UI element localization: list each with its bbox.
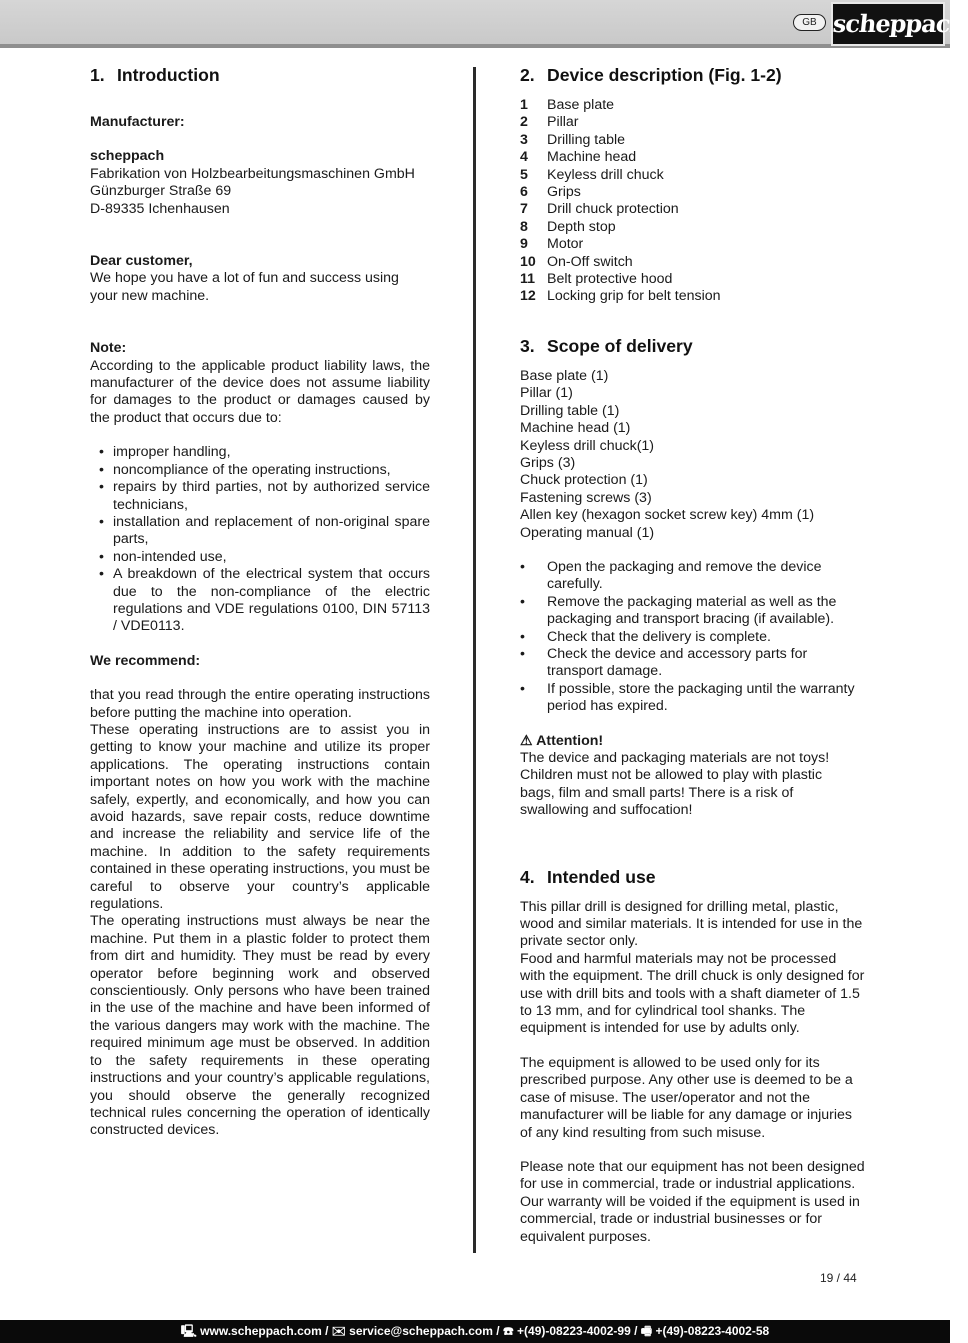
left-column [90, 64, 430, 1140]
list-item [520, 97, 865, 114]
item-number: 2 [520, 114, 528, 131]
list-item: Pillar (1) [520, 385, 573, 402]
item-label: Keyless drill chuck [547, 166, 664, 183]
fax-number: +(49)-08223-4002-58 [655, 1324, 770, 1338]
item-number: 9 [520, 236, 528, 253]
item-number: 10 [520, 253, 536, 270]
manufacturer-address [90, 148, 430, 218]
right-column [520, 64, 865, 1246]
section-title-text: Intended use [547, 866, 656, 887]
attention-label: Attention! [536, 732, 604, 749]
section-title-introduction [90, 64, 430, 86]
list-item [520, 114, 865, 131]
email-link[interactable]: service@scheppach.com [349, 1324, 493, 1338]
list-item: Keyless drill chuck(1) [520, 437, 655, 454]
phone-number: +(49)-08223-4002-99 [517, 1324, 631, 1338]
item-number: 3 [520, 131, 528, 148]
section-title-device-description [520, 64, 865, 86]
list-item: Allen key (hexagon socket screw key) 4mm (1) [520, 507, 815, 524]
section-title-text: Introduction [117, 65, 220, 85]
section-title-intended-use [520, 866, 865, 888]
item-label: Grips [547, 184, 581, 201]
list-item: • Open the packaging and remove the device carefully. [520, 559, 860, 594]
fax-icon: 🖷 [640, 1324, 653, 1338]
section-title-text: Scope of delivery [547, 335, 693, 356]
section-number: 4. [520, 866, 535, 887]
item-label: Belt protective hood [547, 271, 673, 288]
list-item: Fastening screws (3) [520, 489, 652, 506]
list-item: • installation and replacement of non-original spare parts, [90, 514, 430, 549]
section-title-text: Device description (Fig. 1-2) [547, 65, 782, 85]
list-item [520, 271, 865, 288]
footer-bar [0, 1320, 950, 1343]
intended-paragraph: This pillar drill is designed for drilling metal, plastic, wood and similar materials. It is intended for use in the private sector only. [520, 898, 863, 950]
computer-icon: 🖳 [180, 1324, 197, 1338]
list-item [520, 167, 865, 184]
intended-paragraph: Please note that our equipment has not been designed for use in commercial, trade or industrial applications. Our warranty will be voided if the equipment is used in commercial, trade or industrial businesses or for equivalent purposes. [520, 1158, 865, 1245]
list-item [520, 201, 865, 218]
header-bar [0, 0, 968, 48]
item-number: 12 [520, 288, 536, 305]
item-label: Motor [547, 236, 584, 253]
manufacturer-label: Manufacturer: [90, 114, 185, 130]
list-item [520, 288, 865, 305]
company-line: Günzburger Straße 69 [90, 183, 232, 200]
list-item: • If possible, store the packaging until the warranty period has expired. [520, 681, 860, 716]
intended-paragraph: Food and harmful materials may not be processed with the equipment. The drill chuck is only designed for use with drill bits and tools with a shaft diameter of 1.5 to 13 mm, and for cylindrical tool shanks. The equipment is intended for use by adults only. [520, 950, 865, 1037]
attention-text: The device and packaging materials are not toys! Children must not be allowed to play with plastic bags, film and small parts! There is a risk of swallowing and suffocation! [520, 750, 830, 819]
item-number: 1 [520, 97, 528, 113]
scope-list [520, 368, 865, 542]
list-item [520, 132, 865, 149]
item-label: Drill chuck protection [547, 201, 679, 218]
separator: / [321, 1324, 332, 1338]
unpacking-list [520, 559, 860, 716]
item-number: 4 [520, 149, 528, 166]
list-item: • Remove the packaging material as well as the packaging and transport bracing (if available). [520, 594, 860, 629]
attention-heading [520, 733, 865, 750]
device-parts-list [520, 97, 865, 306]
phone-icon: ☎ [502, 1324, 514, 1338]
list-item: Base plate (1) [520, 367, 609, 384]
item-label: Pillar [547, 114, 579, 131]
list-item: • repairs by third parties, not by authorized service technicians, [90, 479, 430, 514]
item-label: On-Off switch [547, 253, 633, 270]
section-number: 2. [520, 65, 535, 85]
item-number: 7 [520, 201, 528, 218]
footer-contact-line [0, 1323, 950, 1340]
item-label: Base plate [547, 97, 615, 113]
separator: / [492, 1324, 503, 1338]
section-number: 1. [90, 65, 105, 85]
language-badge: GB [793, 14, 826, 31]
section-number: 3. [520, 335, 535, 356]
item-number: 11 [520, 271, 535, 288]
scheppach-logo [831, 2, 968, 46]
item-number: 8 [520, 218, 528, 235]
list-item [520, 184, 865, 201]
company-name: scheppach [90, 148, 165, 165]
item-label: Locking grip for belt tension [547, 288, 721, 305]
warning-icon: ⚠ [520, 732, 533, 749]
mail-icon: ✉ [331, 1324, 346, 1338]
section-title-scope-of-delivery [520, 335, 865, 357]
note-text: According to the applicable product liability laws, the manufacturer of the device does not assume liability for damages to the product or damages caused by the product that occurs due to: [90, 357, 430, 426]
item-label: Machine head [547, 149, 637, 166]
list-item [520, 254, 865, 271]
company-line: Fabrikation von Holzbearbeitungsmaschinen GmbH [90, 165, 415, 182]
recommend-paragraph: The operating instructions must always be near the machine. Put them in a plastic folder to protect them from dirt and humidity. They must be read by every operator before beginning work and observed conscientiously. Only persons who have been trained in the use of the machine and have been informed of the various dangers may work with the machine. The required minimum age must be observed. In addition to the safety requirements in these operating instructions and your country’s applicable regulations, you should observe the generally recognized technical rules concerning the operation of identically constructed devices. [90, 913, 430, 1139]
list-item [520, 149, 865, 166]
recommend-paragraph: These operating instructions are to assist you in getting to know your machine and utilize its proper applications. The operating instructions contain important notes on how you work with the machine safely, expertly, and economically, and how you can avoid hazards, save repair costs, reduce downtime and increase the reliability and service life of the machine. In addition to the safety requirements contained in these operating instructions, you must be careful to observe your country’s applicable regulations. [90, 721, 430, 913]
note-list [90, 444, 430, 635]
dear-customer-text: We hope you have a lot of fun and success using your new machine. [90, 270, 399, 304]
list-item [520, 219, 865, 236]
list-item: Operating manual (1) [520, 524, 655, 541]
item-number: 5 [520, 166, 528, 183]
list-item: • noncompliance of the operating instructions, [90, 462, 430, 479]
list-item: • non-intended use, [90, 549, 430, 566]
logo-text: scheppach [831, 9, 968, 38]
company-line: D-89335 Ichenhausen [90, 200, 230, 217]
recommend-paragraph: that you read through the entire operating instructions before putting the machine into operation. [90, 687, 430, 721]
list-item: Drilling table (1) [520, 402, 620, 419]
item-label: Drilling table [547, 131, 626, 148]
list-item: • improper handling, [90, 444, 430, 461]
intended-paragraph: The equipment is allowed to be used only for its prescribed purpose. Any other use is deemed to be a case of misuse. The user/operator and not the manufacturer will be liable for any damage or injuries of any kind resulting from such misuse. [520, 1054, 853, 1141]
column-divider [473, 67, 476, 1253]
recommend-heading: We recommend: [90, 652, 201, 669]
list-item: Machine head (1) [520, 420, 631, 437]
item-label: Depth stop [547, 218, 616, 235]
dear-customer-heading: Dear customer, [90, 253, 193, 270]
note-heading: Note: [90, 340, 127, 357]
list-item: • A breakdown of the electrical system that occurs due to the non-compliance of the electric regulations and VDE regulations 0100, DIN 57113 / VDE0113. [90, 566, 430, 636]
separator: / [630, 1324, 641, 1338]
list-item: • Check the device and accessory parts for transport damage. [520, 646, 860, 681]
item-number: 6 [520, 184, 528, 201]
page-number: 19 / 44 [820, 1271, 857, 1285]
list-item: Grips (3) [520, 454, 576, 471]
list-item: Chuck protection (1) [520, 472, 648, 489]
list-item [520, 236, 865, 253]
website-link[interactable]: www.scheppach.com [200, 1324, 322, 1338]
list-item: • Check that the delivery is complete. [520, 629, 860, 646]
